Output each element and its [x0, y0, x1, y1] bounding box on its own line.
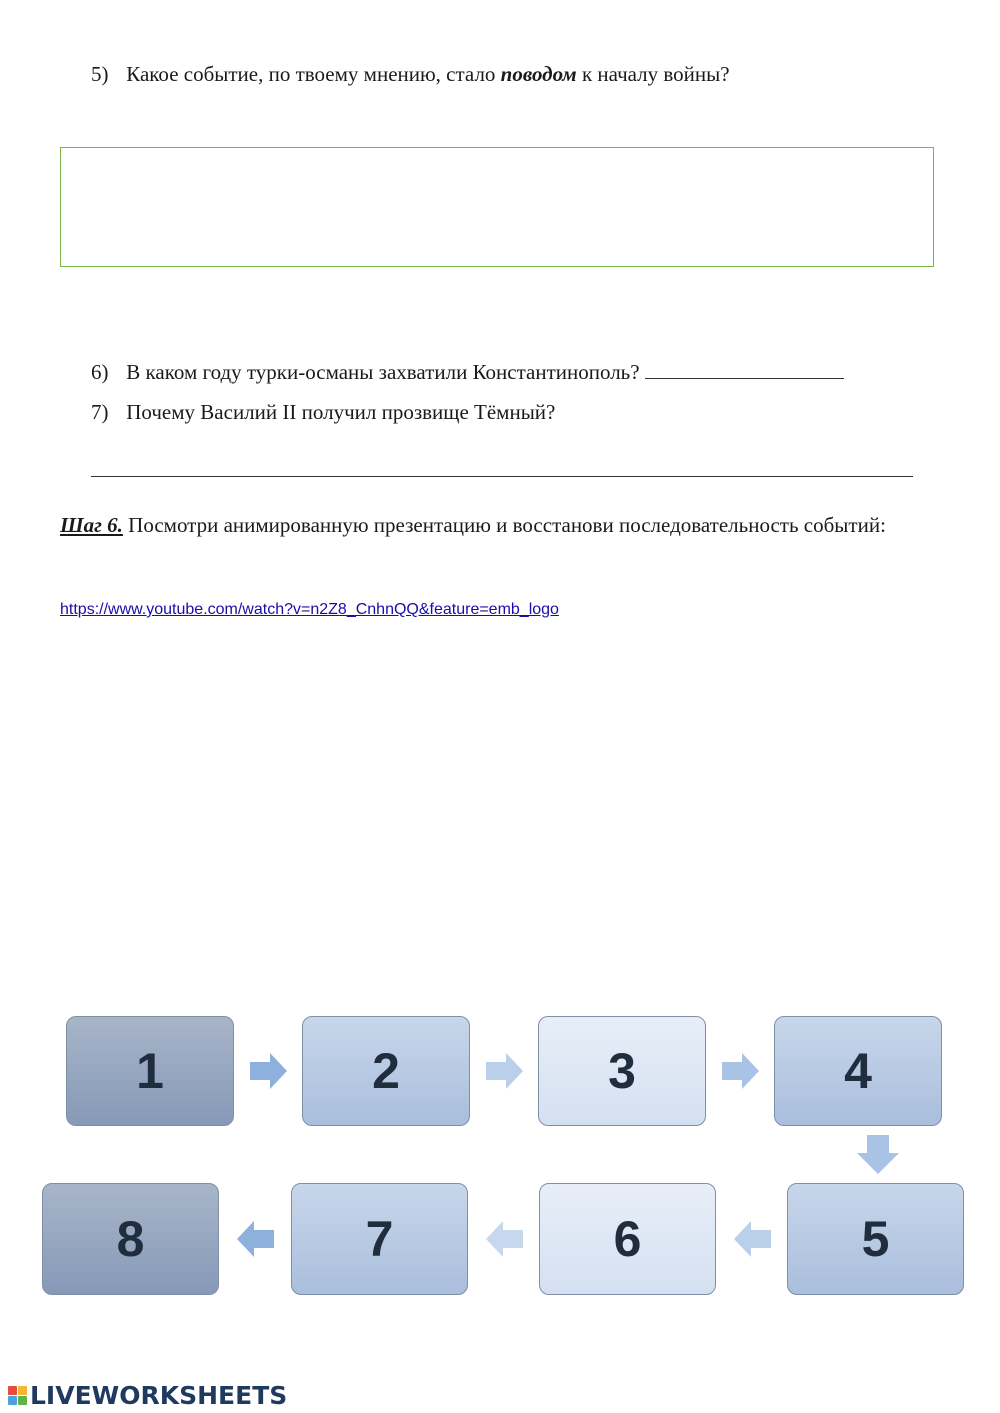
sequence-box-8[interactable]: 8: [42, 1183, 219, 1295]
step-label: Шаг 6.: [60, 513, 123, 537]
video-link[interactable]: https://www.youtube.com/watch?v=n2Z8_CnhnQQ&feature=emb_logo: [60, 601, 559, 618]
question-text: В каком году турки-османы захватили Константинополь?: [126, 360, 640, 384]
sequence-box-1[interactable]: 1: [66, 1016, 234, 1126]
sequence-box-6[interactable]: 6: [539, 1183, 716, 1295]
arrow-down-icon: [856, 1135, 900, 1175]
question-5: [91, 62, 730, 87]
question-text: Какое событие, по твоему мнению, стало: [126, 62, 501, 86]
emphasis-word: поводом: [500, 62, 577, 86]
logo-mark-icon: [8, 1386, 27, 1405]
answer-line-q7[interactable]: [91, 476, 913, 477]
question-number: 6): [91, 360, 109, 384]
question-7: [91, 400, 555, 425]
arrow-left-icon: [486, 1220, 524, 1258]
logo-text: LIVEWORKSHEETS: [30, 1381, 288, 1410]
sequence-box-4[interactable]: 4: [774, 1016, 942, 1126]
answer-box-q5[interactable]: [60, 147, 934, 267]
question-text: Почему Василий II получил прозвище Тёмный?: [126, 400, 556, 424]
sequence-box-2[interactable]: 2: [302, 1016, 470, 1126]
question-number: 5): [91, 62, 109, 86]
question-text-end: к началу войны?: [576, 62, 730, 86]
question-6: [91, 360, 844, 385]
step-6-instruction: [60, 505, 938, 546]
arrow-right-icon: [486, 1052, 524, 1090]
step-text: Посмотри анимированную презентацию и восстанови последовательность событий:: [122, 513, 886, 537]
arrow-right-icon: [250, 1052, 288, 1090]
answer-blank-q6[interactable]: [645, 360, 844, 379]
arrow-left-icon: [237, 1220, 275, 1258]
arrow-right-icon: [722, 1052, 760, 1090]
arrow-left-icon: [734, 1220, 772, 1258]
question-number: 7): [91, 400, 109, 424]
sequence-box-7[interactable]: 7: [291, 1183, 468, 1295]
sequence-box-5[interactable]: 5: [787, 1183, 964, 1295]
sequence-box-3[interactable]: 3: [538, 1016, 706, 1126]
liveworksheets-logo: [8, 1381, 287, 1410]
